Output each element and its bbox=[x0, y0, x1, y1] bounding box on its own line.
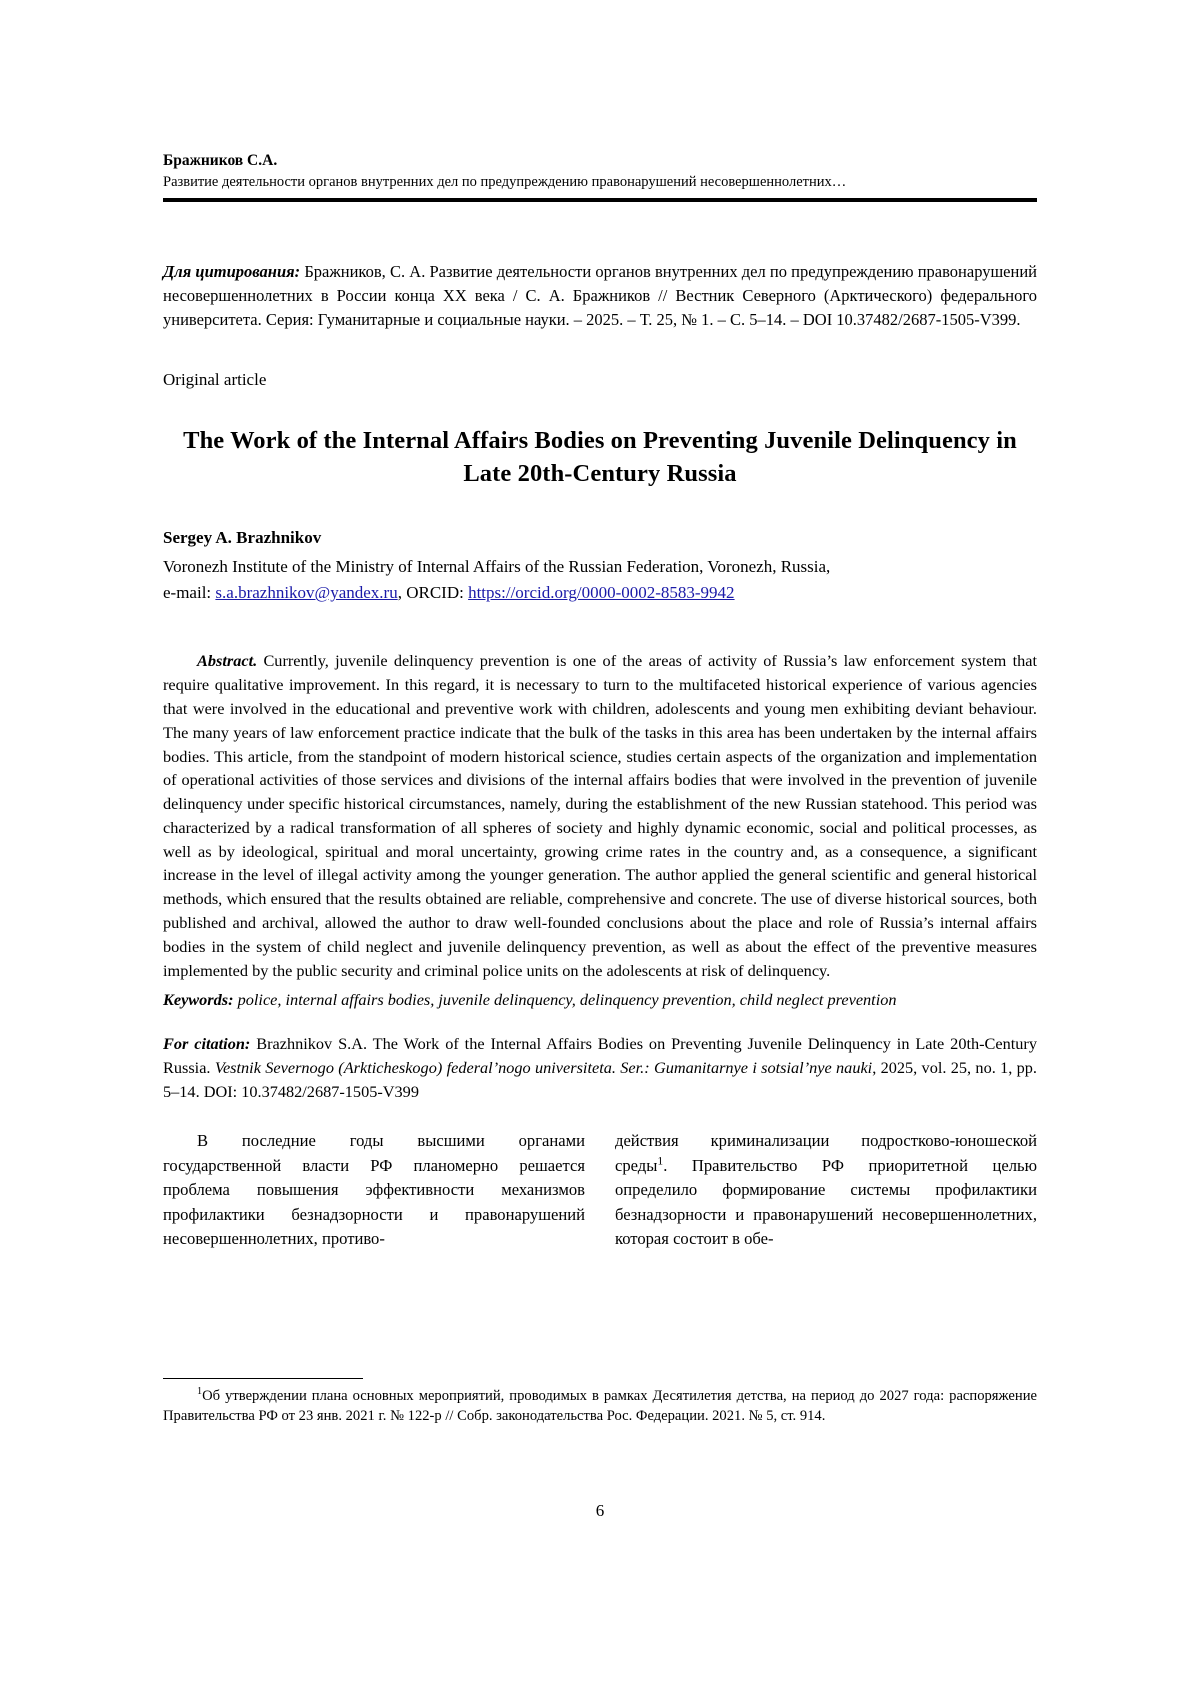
body-column-right bbox=[615, 1129, 1037, 1251]
footnote-text: Об утверждении плана основных мероприятий, проводимых в рамках Десятилетия детства, на период до 2027 года: распоряжение Правительства РФ от 23 янв. 2021 г. № 122-р // Собр. законодательства Рос. Федерации. 2021. № 5, ст. 914. bbox=[163, 1387, 1037, 1425]
running-head bbox=[163, 150, 1037, 193]
body-paragraph-left: В последние годы высшими органами государственной власти РФ планомерно решается проблема повышения эффективности механизмов профилактики безнадзорности и правонарушений несовершеннолетних, противо- bbox=[163, 1131, 585, 1248]
russian-citation bbox=[163, 260, 1037, 332]
for-citation-label: For citation: bbox=[163, 1034, 251, 1054]
abstract-text: Currently, juvenile delinquency prevention is one of the areas of activity of Russia’s law enforcement system that require qualitative improvement. In this regard, it is necessary to turn to the multifaceted historical experience of various agencies that were involved in the educational and preventive work with children, adolescents and young men exhibiting deviant behaviour. The many years of law enforcement practice indicate that the bulk of the tasks in this area has been undertaken by the internal affairs bodies. This article, from the standpoint of modern historical science, studies certain aspects of the organization and implementation of operational activities of those services and divisions of the internal affairs bodies that were involved in the prevention of juvenile delinquency under specific historical circumstances, namely, during the establishment of the new Russian statehood. This period was characterized by a radical transformation of all spheres of society and highly dynamic economic, social and political processes, as well as by ideological, spiritual and moral uncertainty, growing crime rates in the country and, as a consequence, a significant increase in the level of illegal activity among the younger generation. The author applied the general scientific and general historical methods, which ensured that the results obtained are reliable, comprehensive and concrete. The use of diverse historical sources, both published and archival, allowed the author to draw well-founded conclusions about the place and role of Russia’s internal affairs bodies in the system of child neglect and juvenile delinquency prevention, as well as about the effect of the preventive measures implemented by the public security and criminal police units on the adolescents at risk of delinquency. bbox=[163, 651, 1037, 980]
footnote-divider bbox=[163, 1378, 363, 1379]
abstract-label: Abstract. bbox=[197, 651, 258, 671]
article-type: Original article bbox=[163, 370, 267, 390]
email-label: e-mail: bbox=[163, 582, 216, 602]
russian-citation-label: Для цитирования: bbox=[163, 262, 301, 282]
header-divider bbox=[163, 198, 1037, 202]
body-paragraph-right bbox=[615, 1129, 1037, 1251]
orcid-link[interactable]: https://orcid.org/0000-0002-8583-9942 bbox=[468, 582, 735, 602]
footnote bbox=[163, 1386, 1037, 1427]
email-link[interactable]: s.a.brazhnikov@yandex.ru bbox=[215, 582, 398, 602]
running-head-title: Развитие деятельности органов внутренних дел по предупреждению правонарушений несовершеннолетних… bbox=[163, 174, 847, 191]
page-title: The Work of the Internal Affairs Bodies on Preventing Juvenile Delinquency in Late 20th-Century Russia bbox=[183, 427, 1017, 488]
body-column-left bbox=[163, 1129, 585, 1251]
body-right-pre: действия криминализации подростково-юношеской среды bbox=[615, 1131, 1037, 1175]
author-contact bbox=[163, 580, 1037, 606]
footnote-ref: 1 bbox=[657, 1154, 664, 1168]
keywords-text: police, internal affairs bodies, juvenile delinquency, delinquency prevention, child neglect prevention bbox=[233, 990, 897, 1010]
running-head-author: Бражников С.А. bbox=[163, 152, 278, 169]
for-citation-journal: Vestnik Severnogo (Arkticheskogo) federal’nogo universiteta. Ser.: Gumanitarnye i sotsial’nye nauki bbox=[214, 1057, 873, 1077]
body-columns bbox=[163, 1129, 1037, 1251]
footnote-area bbox=[163, 1378, 1037, 1427]
keywords bbox=[163, 988, 1037, 1012]
for-citation-text-1: Brazhnikov S.A. The Work of the Internal Affairs Bodies on Preventing Juvenile Delinquency in Late 20th-Century Russia. bbox=[163, 1034, 1037, 1077]
footnote-marker: 1 bbox=[197, 1385, 203, 1397]
keywords-label: Keywords: bbox=[163, 990, 234, 1010]
russian-citation-text: Бражников, С. А. Развитие деятельности органов внутренних дел по предупреждению правонарушений несовершеннолетних в России конца XX века / С. А. Бражников // Вестник Северного (Арктического) федерального университета. Серия: Гуманитарные и социальные науки. – 2025. – Т. 25, № 1. – С. 5–14. – DOI 10.37482/2687-1505-V399. bbox=[163, 262, 1037, 330]
for-citation bbox=[163, 1032, 1037, 1103]
abstract bbox=[163, 649, 1037, 982]
author-affiliation: Voronezh Institute of the Ministry of Internal Affairs of the Russian Federation, Voronezh, Russia, bbox=[163, 557, 831, 577]
orcid-label: , ORCID: bbox=[397, 582, 469, 602]
page-number: 6 bbox=[595, 1501, 605, 1520]
for-citation-text-2: , 2025, vol. 25, no. 1, pp. 5–14. DOI: 10.37482/2687-1505-V399 bbox=[163, 1057, 1037, 1101]
author-name: Sergey A. Brazhnikov bbox=[163, 528, 322, 548]
body-right-post: . Правительство РФ приоритетной целью определило формирование системы профилактики безнадзорности и правонарушений несовершеннолетних, которая состоит в обе- bbox=[615, 1155, 1037, 1248]
